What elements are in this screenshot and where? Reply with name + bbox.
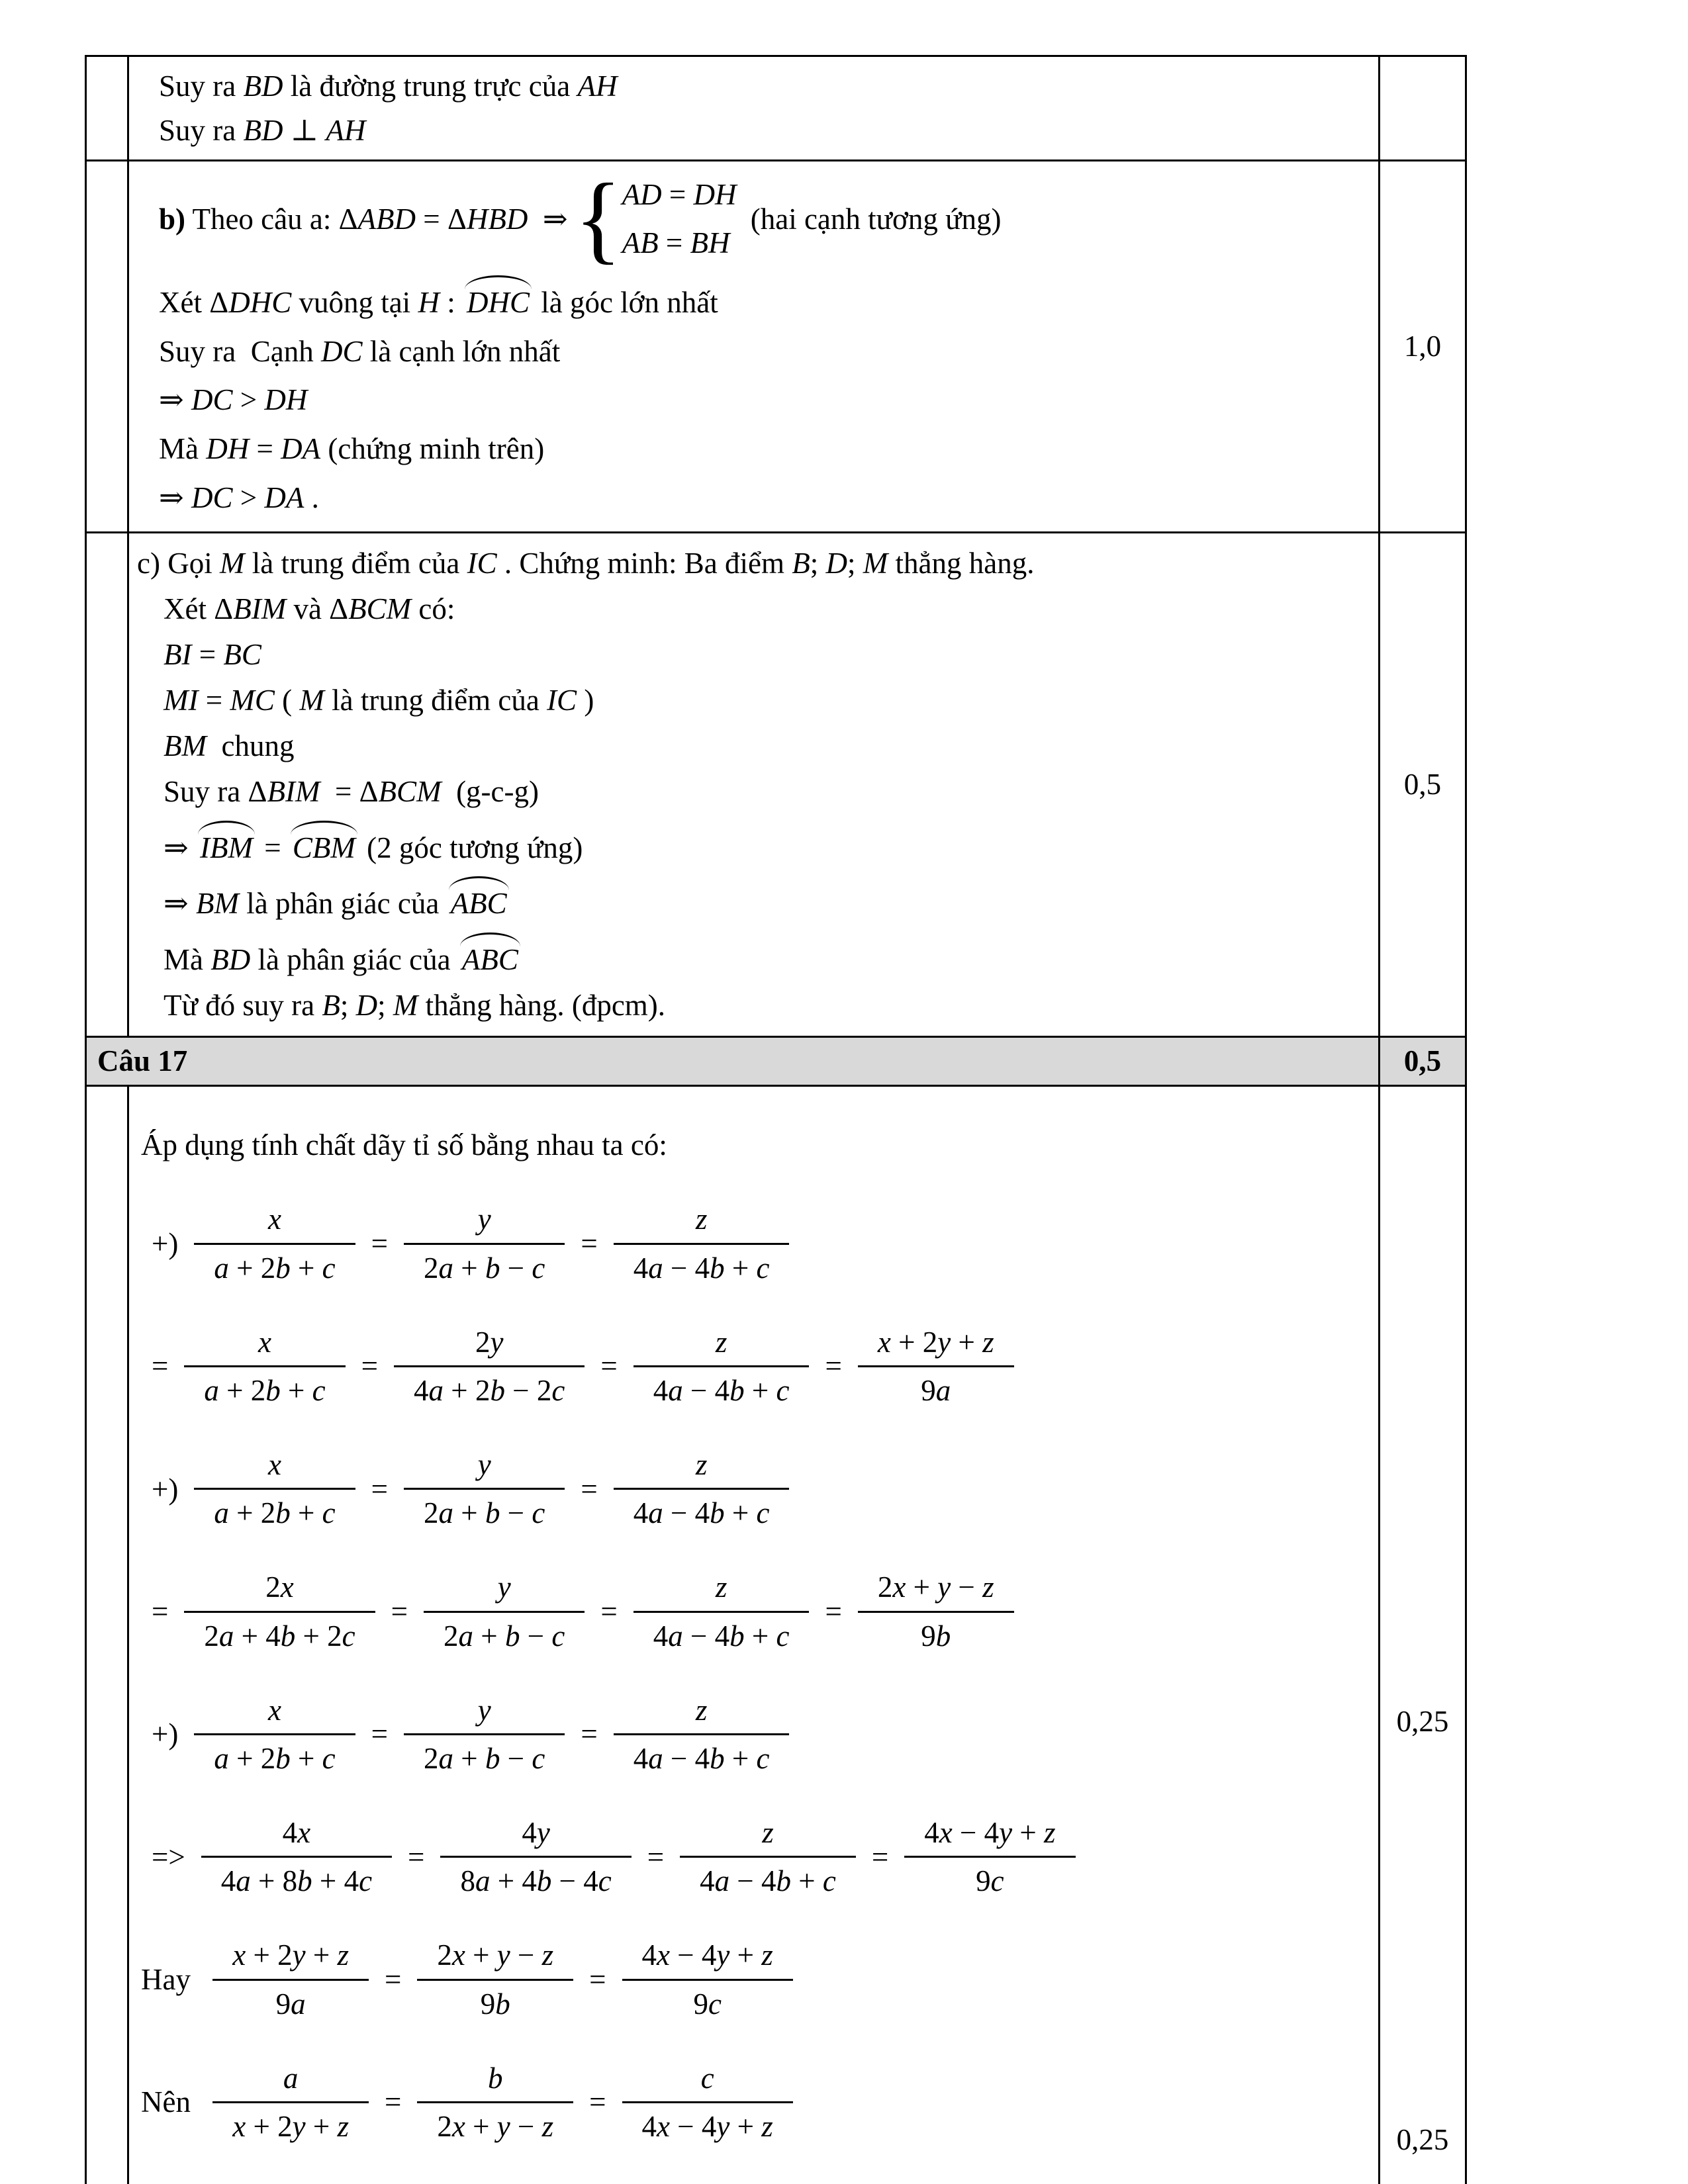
- math-text: =: [589, 1963, 606, 1996]
- angle-arc-notation: [463, 283, 534, 322]
- math-text: =: [600, 1594, 618, 1628]
- text-run: Theo câu a:: [185, 202, 339, 236]
- math-text: =: [152, 1594, 169, 1628]
- fraction-denominator: [614, 1490, 790, 1533]
- fraction: [417, 1936, 573, 2023]
- fraction-denominator: [184, 1613, 375, 1656]
- math-text: 4a − 4b + c: [653, 1374, 790, 1408]
- fraction-denominator: [904, 1858, 1075, 1901]
- math-text: =>: [152, 1840, 185, 1874]
- text-run: là đường trung trực của: [283, 69, 578, 103]
- math-text: x: [268, 1693, 282, 1727]
- math-text: =: [152, 1349, 169, 1383]
- gutter-cell: [87, 1087, 129, 2184]
- text-run: Mà: [164, 943, 211, 977]
- math-text: z: [695, 1447, 708, 1481]
- fraction-denominator: [394, 1367, 585, 1410]
- solution-cell: [129, 161, 1378, 531]
- math-text: ⇒ DC > DA: [159, 481, 305, 515]
- system-equation: [622, 175, 737, 214]
- fraction-denominator: [212, 1981, 369, 2024]
- row-geometry-part-c: [87, 533, 1465, 1038]
- text-run: là cạnh lớn nhất: [362, 334, 561, 368]
- angle-arc-notation: [447, 884, 511, 923]
- score-cell: [1378, 1087, 1465, 2184]
- row-cau17-solution: [87, 1087, 1465, 2184]
- fraction: [858, 1323, 1014, 1410]
- score-value: 0,25: [1396, 1704, 1449, 1738]
- row-cau17-header: [87, 1038, 1465, 1087]
- solution-line: [141, 2059, 1358, 2146]
- fraction-denominator: [404, 1245, 565, 1288]
- math-text: BD ⊥ AH: [243, 113, 366, 147]
- fraction: [194, 1200, 355, 1287]
- fraction-denominator: [622, 2103, 793, 2146]
- math-text: B; D; M: [792, 547, 888, 580]
- math-text: c: [700, 2061, 714, 2095]
- math-text: ⇒ BM: [164, 887, 239, 921]
- math-text: =: [371, 1472, 389, 1506]
- text-run: Hay: [141, 1963, 199, 1996]
- text-run: Xét: [159, 285, 210, 319]
- angle-arc-notation: [289, 829, 359, 868]
- math-text: z: [715, 1325, 727, 1359]
- solution-cell: [129, 1087, 1378, 2184]
- math-text: 2x + y − z: [437, 1938, 554, 1972]
- math-text: 9a: [275, 1987, 306, 2021]
- fraction-denominator: [194, 1735, 355, 1778]
- solution-line: [164, 681, 1358, 720]
- math-text: 2x: [265, 1570, 294, 1604]
- math-text: 9c: [693, 1987, 722, 2021]
- math-text: y: [477, 1693, 491, 1727]
- answer-key-table: [85, 55, 1467, 2184]
- solution-line: [159, 381, 1358, 420]
- fraction-numerator: [680, 1813, 856, 1858]
- fraction-denominator: [858, 1367, 1014, 1410]
- text-run: và: [286, 592, 330, 626]
- math-text: DHC: [466, 285, 530, 319]
- math-text: IC: [547, 683, 577, 717]
- fraction: [622, 2059, 793, 2146]
- math-text: 4a − 4b + c: [633, 1742, 770, 1776]
- math-text: ⇒: [164, 831, 189, 864]
- fraction: [417, 2059, 573, 2146]
- fraction: [394, 1323, 585, 1410]
- angle-arc-notation: [458, 940, 522, 979]
- section-header-label: Câu 17: [97, 1044, 188, 1078]
- math-text: =: [647, 1840, 665, 1874]
- math-text: ΔDHC: [209, 285, 292, 319]
- fraction-denominator: [614, 1735, 790, 1778]
- fraction: [424, 1568, 585, 1655]
- text-run: Nên: [141, 2085, 199, 2119]
- fraction: [633, 1568, 810, 1655]
- score-value: 0,25: [1396, 2122, 1449, 2156]
- math-text: x + 2y + z: [232, 1938, 349, 1972]
- math-text: M: [299, 683, 324, 717]
- fraction-numerator: [212, 2059, 369, 2104]
- text-run: . Chứng minh: Ba điểm: [496, 547, 792, 580]
- text-run: c) Gọi: [137, 547, 220, 580]
- fraction-denominator: [194, 1245, 355, 1288]
- fraction-numerator: [440, 1813, 631, 1858]
- math-text: 8a + 4b − 4c: [460, 1864, 612, 1898]
- score-cell: [1378, 533, 1465, 1036]
- fraction: [404, 1200, 565, 1287]
- fraction-numerator: [184, 1568, 375, 1613]
- fraction-numerator: [622, 1936, 793, 1981]
- math-text: x: [258, 1325, 272, 1359]
- fraction: [194, 1691, 355, 1778]
- math-text: +): [152, 1717, 179, 1751]
- solution-line: [159, 332, 1358, 371]
- math-text: y: [477, 1447, 491, 1481]
- fraction: [184, 1323, 345, 1410]
- solution-line: [159, 111, 1358, 150]
- math-text: AH: [577, 69, 618, 103]
- math-text: z: [715, 1570, 727, 1604]
- solution-line: [159, 67, 1358, 106]
- math-text: BD: [211, 943, 251, 977]
- math-text: AB = BH: [622, 226, 730, 259]
- math-text: +): [152, 1226, 179, 1260]
- bold-text-run: b): [159, 202, 186, 236]
- math-text: ΔBIM: [214, 592, 287, 626]
- math-text: 2a + b − c: [424, 1742, 545, 1776]
- solution-cell: [129, 533, 1378, 1036]
- fraction: [404, 1691, 565, 1778]
- gutter-cell: [87, 533, 129, 1036]
- gutter-cell: [87, 57, 129, 159]
- score-value: 0,5: [1403, 768, 1442, 801]
- math-text: =: [408, 1840, 425, 1874]
- fraction-denominator: [440, 1858, 631, 1901]
- fraction-denominator: [417, 1981, 573, 2024]
- text-run: ): [577, 683, 594, 717]
- math-text: 4a − 4b + c: [653, 1619, 790, 1653]
- math-text: 4x − 4y + z: [924, 1815, 1056, 1849]
- solution-line: [159, 273, 1358, 322]
- fraction: [212, 1936, 369, 2023]
- math-text: a + 2b + c: [214, 1496, 336, 1530]
- fraction-denominator: [404, 1490, 565, 1533]
- row-geometry-part-b: [87, 161, 1465, 533]
- math-text: x: [268, 1203, 282, 1236]
- fraction-numerator: [201, 1813, 392, 1858]
- math-text: AD = DH: [622, 178, 737, 212]
- solution-line: [141, 1813, 1358, 1901]
- math-text: CBM: [292, 831, 355, 864]
- fraction-numerator: [633, 1568, 810, 1613]
- text-run: .: [304, 481, 319, 515]
- math-text: x: [268, 1447, 282, 1481]
- fraction-denominator: [212, 2103, 369, 2146]
- math-text: =: [600, 1349, 618, 1383]
- math-text: =: [361, 1349, 379, 1383]
- solution-intro-line: [141, 1126, 1358, 1165]
- fraction-numerator: [404, 1200, 565, 1245]
- text-run: (g-c-g): [441, 774, 539, 808]
- math-text: BI = BC: [164, 638, 261, 672]
- solution-line: [164, 727, 1358, 766]
- text-run: vuông tại: [291, 285, 418, 319]
- math-text: =: [589, 2085, 606, 2119]
- fraction-numerator: [394, 1323, 585, 1368]
- text-run: (hai cạnh tương ứng): [743, 202, 1002, 236]
- math-text: 4x − 4y + z: [641, 2110, 773, 2144]
- row-geometry-part-a-end: [87, 57, 1465, 161]
- math-text: ΔBIM = ΔBCM: [248, 774, 442, 808]
- math-text: DH = DA: [206, 432, 321, 466]
- score-cell: 0,5: [1378, 1038, 1465, 1085]
- text-run: là phân giác của: [250, 943, 458, 977]
- fraction: [184, 1568, 375, 1655]
- math-text: 4y: [522, 1815, 550, 1849]
- math-text: z: [762, 1815, 774, 1849]
- text-run: là góc lớn nhất: [533, 285, 718, 319]
- solution-line: [164, 590, 1358, 629]
- fraction-numerator: [194, 1200, 355, 1245]
- fraction: [633, 1323, 810, 1410]
- math-text: a + 2b + c: [204, 1374, 326, 1408]
- math-text: 4x − 4y + z: [641, 1938, 773, 1972]
- fraction-numerator: [417, 2059, 573, 2104]
- math-text: =: [385, 1963, 402, 1996]
- math-text: 4a − 4b + c: [633, 1251, 770, 1285]
- math-text: M: [219, 547, 245, 580]
- math-text: =: [371, 1226, 389, 1260]
- fraction: [622, 1936, 793, 2023]
- math-text: y: [497, 1570, 511, 1604]
- math-text: H: [418, 285, 440, 319]
- math-text: 4a − 4b + c: [633, 1496, 770, 1530]
- angle-arc-notation: [196, 829, 257, 868]
- math-text: BD: [243, 69, 283, 103]
- fraction-denominator: [417, 2103, 573, 2146]
- score-value: 1,0: [1403, 330, 1442, 363]
- fraction-denominator: [424, 1613, 585, 1656]
- solution-line: [164, 772, 1358, 811]
- fraction-denominator: [201, 1858, 392, 1901]
- fraction-numerator: [194, 1691, 355, 1736]
- math-text: =: [581, 1226, 598, 1260]
- text-run: (: [274, 683, 300, 717]
- fraction-denominator: [858, 1613, 1014, 1656]
- math-text: =: [581, 1472, 598, 1506]
- math-text: y: [477, 1203, 491, 1236]
- math-text: ABC: [461, 943, 518, 977]
- fraction-numerator: [614, 1691, 790, 1736]
- math-text: 9a: [921, 1374, 951, 1408]
- solution-line: [164, 930, 1358, 979]
- score-cell: [1378, 161, 1465, 531]
- math-text: b: [488, 2061, 503, 2095]
- math-text: ΔBCM: [329, 592, 412, 626]
- math-text: +): [152, 1472, 179, 1506]
- fraction: [404, 1445, 565, 1533]
- math-text: ΔABD = ΔHBD ⇒: [338, 202, 568, 236]
- math-text: z: [695, 1203, 708, 1236]
- fraction-numerator: [904, 1813, 1075, 1858]
- fraction: [614, 1200, 790, 1287]
- math-text: 2a + b − c: [444, 1619, 565, 1653]
- text-run: Suy ra: [159, 113, 244, 147]
- fraction: [680, 1813, 856, 1901]
- solution-line: [141, 1691, 1358, 1778]
- math-text: 2a + b − c: [424, 1251, 545, 1285]
- math-text: 4a + 8b + 4c: [220, 1864, 373, 1898]
- text-run: Áp dụng tính chất dãy tỉ số bằng nhau ta có:: [141, 1128, 667, 1162]
- fraction-numerator: [194, 1445, 355, 1490]
- solution-line: [159, 163, 1358, 274]
- math-text: =: [871, 1840, 889, 1874]
- fraction-numerator: [858, 1323, 1014, 1368]
- fraction-denominator: [633, 1367, 810, 1410]
- math-text: z: [695, 1693, 708, 1727]
- fraction-numerator: [622, 2059, 793, 2104]
- math-text: 4a − 4b + c: [700, 1864, 836, 1898]
- solution-line: [141, 1445, 1358, 1533]
- solution-line: [164, 986, 1358, 1025]
- math-text: 2a + 4b + 2c: [204, 1619, 355, 1653]
- math-text: BM: [164, 729, 207, 762]
- fraction-denominator: [194, 1490, 355, 1533]
- text-run: là trung điểm của: [324, 683, 547, 717]
- fraction-denominator: [184, 1367, 345, 1410]
- text-run: (2 góc tương ứng): [359, 831, 583, 864]
- text-run: Suy ra: [159, 69, 244, 103]
- math-text: =: [825, 1349, 842, 1383]
- math-text: a: [283, 2061, 299, 2095]
- fraction-numerator: [614, 1200, 790, 1245]
- math-text: B; D; M: [322, 989, 418, 1023]
- math-text: =: [264, 831, 281, 864]
- text-run: thẳng hàng.: [888, 547, 1035, 580]
- math-text: 2x + y − z: [437, 2110, 554, 2144]
- fraction-numerator: [212, 1936, 369, 1981]
- fraction-numerator: [424, 1568, 585, 1613]
- solution-line: [159, 430, 1358, 469]
- solution-cell: [129, 57, 1378, 159]
- text-run: là phân giác của: [238, 887, 447, 921]
- math-text: 9b: [480, 1987, 510, 2021]
- text-run: Xét: [164, 592, 214, 626]
- system-equation: [622, 224, 737, 263]
- math-text: 2a + b − c: [424, 1496, 545, 1530]
- solution-line: [164, 635, 1358, 674]
- fraction-numerator: [417, 1936, 573, 1981]
- math-text: DC: [320, 334, 363, 368]
- fraction-denominator: [622, 1981, 793, 2024]
- math-text: IC: [467, 547, 497, 580]
- math-text: 2x + y − z: [877, 1570, 994, 1604]
- text-run: Mà: [159, 432, 207, 466]
- fraction-denominator: [680, 1858, 856, 1901]
- solution-line: [137, 544, 1358, 583]
- math-text: 9c: [976, 1864, 1004, 1898]
- math-text: x + 2y + z: [877, 1325, 994, 1359]
- text-run: (chứng minh trên): [320, 432, 545, 466]
- math-text: ⇒ DC > DH: [159, 383, 308, 417]
- fraction-denominator: [614, 1245, 790, 1288]
- math-text: =: [371, 1717, 389, 1751]
- fraction: [858, 1568, 1014, 1655]
- math-text: =: [391, 1594, 408, 1628]
- math-text: MI = MC: [164, 683, 275, 717]
- solution-line: [159, 478, 1358, 518]
- text-run: Suy ra: [164, 774, 248, 808]
- solution-line: [141, 1936, 1358, 2023]
- math-text: a + 2b + c: [214, 1251, 336, 1285]
- text-run: Từ đó suy ra: [164, 989, 322, 1023]
- solution-line: [164, 818, 1358, 868]
- fraction-numerator: [633, 1323, 810, 1368]
- text-run: chung: [207, 729, 295, 762]
- solution-line: [141, 1323, 1358, 1410]
- gutter-cell: [87, 161, 129, 531]
- math-text: 4a + 2b − 2c: [414, 1374, 565, 1408]
- solution-line: [141, 1568, 1358, 1655]
- fraction-numerator: [404, 1691, 565, 1736]
- math-text: ABC: [450, 887, 507, 921]
- fraction: [614, 1445, 790, 1533]
- text-run: Suy ra Cạnh: [159, 334, 321, 368]
- score-cell: [1378, 57, 1465, 159]
- math-text: a + 2b + c: [214, 1742, 336, 1776]
- text-run: có:: [411, 592, 455, 626]
- math-text: =: [825, 1594, 842, 1628]
- text-run: thẳng hàng. (đpcm).: [418, 989, 666, 1023]
- fraction: [194, 1445, 355, 1533]
- fraction-numerator: [184, 1323, 345, 1368]
- math-text: 2y: [475, 1325, 504, 1359]
- fraction-numerator: [858, 1568, 1014, 1613]
- math-text: =: [385, 2085, 402, 2119]
- solution-line: [141, 1200, 1358, 1287]
- fraction-denominator: [633, 1613, 810, 1656]
- math-text: x + 2y + z: [232, 2110, 349, 2144]
- math-text: =: [581, 1717, 598, 1751]
- left-brace: {: [574, 163, 622, 274]
- text-run: :: [439, 285, 463, 319]
- math-text: IBM: [199, 831, 253, 864]
- fraction-numerator: [404, 1445, 565, 1490]
- solution-line: [164, 874, 1358, 923]
- fraction: [440, 1813, 631, 1901]
- fraction-denominator: [404, 1735, 565, 1778]
- equation-system: [574, 163, 737, 274]
- text-run: là trung điểm của: [244, 547, 467, 580]
- math-text: 4x: [282, 1815, 311, 1849]
- fraction: [201, 1813, 392, 1901]
- fraction: [614, 1691, 790, 1778]
- fraction: [212, 2059, 369, 2146]
- math-text: 9b: [921, 1619, 951, 1653]
- fraction-numerator: [614, 1445, 790, 1490]
- fraction: [904, 1813, 1075, 1901]
